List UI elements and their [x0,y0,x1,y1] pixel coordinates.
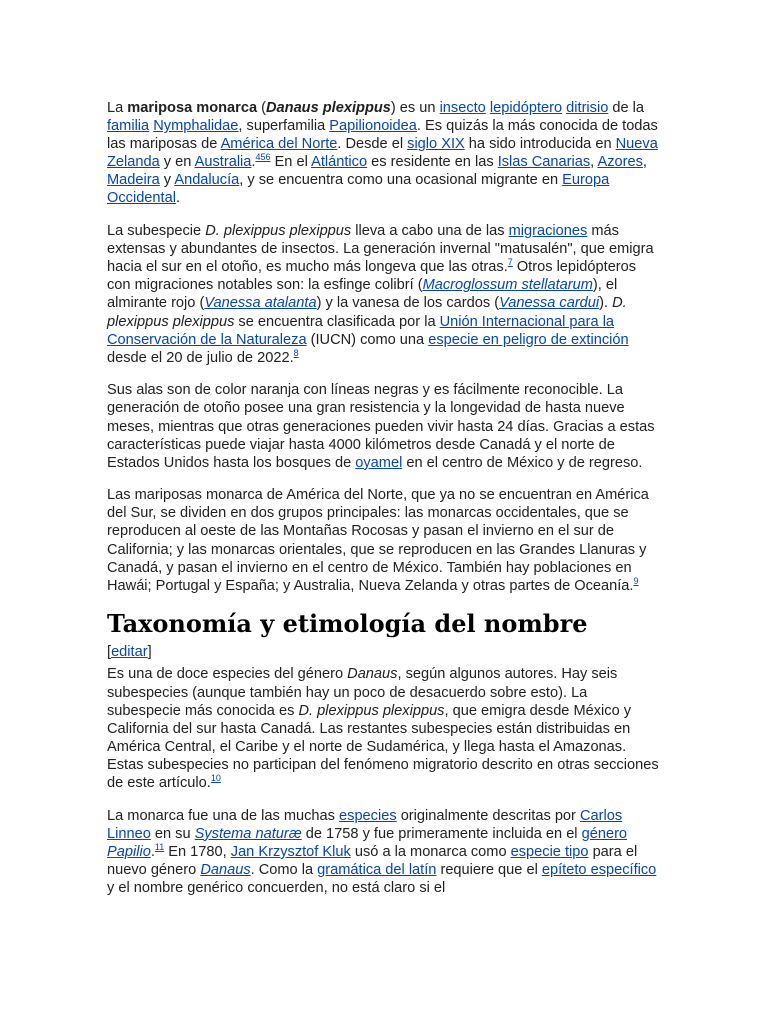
citation-link[interactable]: 10 [210,773,221,784]
paragraph-populations: Las mariposas monarca de América del Norte, que ya no se encuentran en América del Sur, se dividen en dos grupos principales: las monarcas occidentales, que se reproducen al oeste de las Montañas Rocosas y pasan el invierno en el sur de California; y las monarcas orientales, que se reproducen en las Grandes Llanuras y Canadá, y pasan el invierno en el centro de México. También hay poblaciones en Hawái; Portugal y España; y Australia, Nueva Zelanda y otras partes de Oceanía.$^9$ [107,487,649,594]
link-danaus[interactable]: Danaus [200,861,251,878]
link-epiteto-especifico[interactable]: epíteto específico [541,861,657,878]
link-vanessa-atalanta[interactable]: Vanessa atalanta [204,295,317,312]
link-iucn[interactable]: Unión Internacional para la Conservación de la Naturaleza [107,313,615,348]
section-heading: Taxonomía y etimología del nombre [107,609,588,639]
citation-link[interactable]: 11 [154,841,165,852]
link-oyamel[interactable]: oyamel [355,454,403,471]
link-madeira[interactable]: Madeira [107,172,160,189]
link-genero[interactable]: género [581,825,628,842]
link-lepidoptero[interactable]: lepidóptero [489,100,563,116]
link-nymphalidae[interactable]: Nymphalidae [153,118,239,135]
edit-link[interactable]: editar [111,644,148,661]
link-america-del-norte[interactable]: América del Norte [220,136,338,153]
link-especies[interactable]: especies [339,807,397,824]
link-jan-krzysztof-kluk[interactable]: Jan Krzysztof Kluk [230,843,351,860]
bold-term: mariposa monarca [127,100,258,116]
paragraph-migration: La subespecie D. plexippus plexippus lleva a cabo una de las migraciones más extensas y abundantes de insectos. La generación invernal "matusalén", que emigra hacia el sur en el otoño, es mucho más longeva que las otras.$^7$ Otros lepidópteros con migraciones notables son: la esfinge colibrí (Macroglossum stellatarum), el almirante rojo (Vanessa atalanta) y la vanesa de los cardos (Vanessa cardui). D. plexippus plexippus se encuentra clasificada por la Unión Internacional para la Conservación de la Naturaleza (IUCN) como una especie en peligro de extinción desde el 20 de julio de 2022.$^8$ [107,223,654,366]
link-systema-naturae[interactable]: Systema naturæ [194,825,302,842]
paragraph-etymology: La monarca fue una de las muchas especies originalmente descritas por Carlos Linneo en su Systema naturæ de 1758 y fue primeramente incluida en el género Papilio.$^{11}$ En 1780, Jan Krzysztof Kluk usó a la monarca como especie tipo para el nuevo género Danaus. Como la gramática del latín requiere que el epíteto específico y el nombre genérico concuerden, no está claro si el [107,807,657,896]
link-siglo-xix[interactable]: siglo XIX [407,136,465,153]
edit-section: [editar] [107,644,152,661]
paragraph-taxonomy: Es una de doce especies del género Danaus, según algunos autores. Hay seis subespecies (aunque también hay un poco de desacuerdo sobre esto). La subespecie más conocida es D. plexippus plexippus, que emigra desde México y California del sur hasta Canadá. Las restantes subespecies están distribuidas en América Central, el Caribe y el norte de Sudamérica, y llega hasta el Amazonas. Estas subespecies no participan del fenómeno migratorio descrito en otras secciones de este artículo.$^{10}$ [107,666,659,791]
article-body [107,99,663,912]
link-ditrisio[interactable]: ditrisio [566,100,609,116]
link-europa-occidental[interactable]: Europa Occidental [107,172,610,207]
citation-link[interactable]: 8 [293,347,299,358]
link-nueva-zelanda[interactable]: Nueva Zelanda [107,136,658,171]
link-andalucia[interactable]: Andalucía [174,172,240,189]
link-islas-canarias[interactable]: Islas Canarias [497,154,591,171]
citation-link[interactable]: 9 [633,575,639,586]
paragraph-intro: La mariposa monarca (Danaus plexippus) es un insecto lepidóptero ditrisio de la familia Nymphalidae, superfamilia Papilionoidea. Es quizás la más conocida de todas las mariposas de América del Norte. Desde el siglo XIX ha sido introducida en Nueva Zelanda y en Australia.$^{456}$ En el Atlántico es residente en las Islas Canarias, Azores, Madeira y Andalucía, y se encuentra como una ocasional migrante en Europa Occidental. [107,100,658,207]
link-migraciones[interactable]: migraciones [508,223,588,240]
link-australia[interactable]: Australia [194,154,252,171]
link-azores[interactable]: Azores [597,154,643,171]
link-familia[interactable]: familia [107,118,150,135]
bold-italic-term: Danaus plexippus [266,100,391,116]
link-carlos-linneo[interactable]: Carlos Linneo [107,807,623,842]
link-especie-en-peligro[interactable]: especie en peligro de extinción [428,331,629,348]
citation-link[interactable]: 7 [507,257,513,268]
link-vanessa-cardui[interactable]: Vanessa cardui [499,295,600,312]
link-papilionoidea[interactable]: Papilionoidea [329,118,417,135]
link-especie-tipo[interactable]: especie tipo [510,843,589,860]
paragraph-wings: Sus alas son de color naranja con líneas negras y es fácilmente reconocible. La generación de otoño posee una gran resistencia y la longevidad de hasta nueve meses, mientras que otras generaciones pueden vivir hasta 24 días. Gracias a estas características puede viajar hasta 4000 kilómetros desde Canadá y el norte de Estados Unidos hasta los bosques de oyamel en el centro de México y de regreso. [107,382,655,471]
link-macroglossum-stellatarum[interactable]: Macroglossum stellatarum [422,277,593,294]
link-insecto[interactable]: insecto [439,100,486,116]
link-gramatica-del-latin[interactable]: gramática del latín [317,861,437,878]
link-papilio[interactable]: Papilio [107,843,151,860]
citation-link[interactable]: 456 [255,152,271,163]
link-atlantico[interactable]: Atlántico [311,154,368,171]
